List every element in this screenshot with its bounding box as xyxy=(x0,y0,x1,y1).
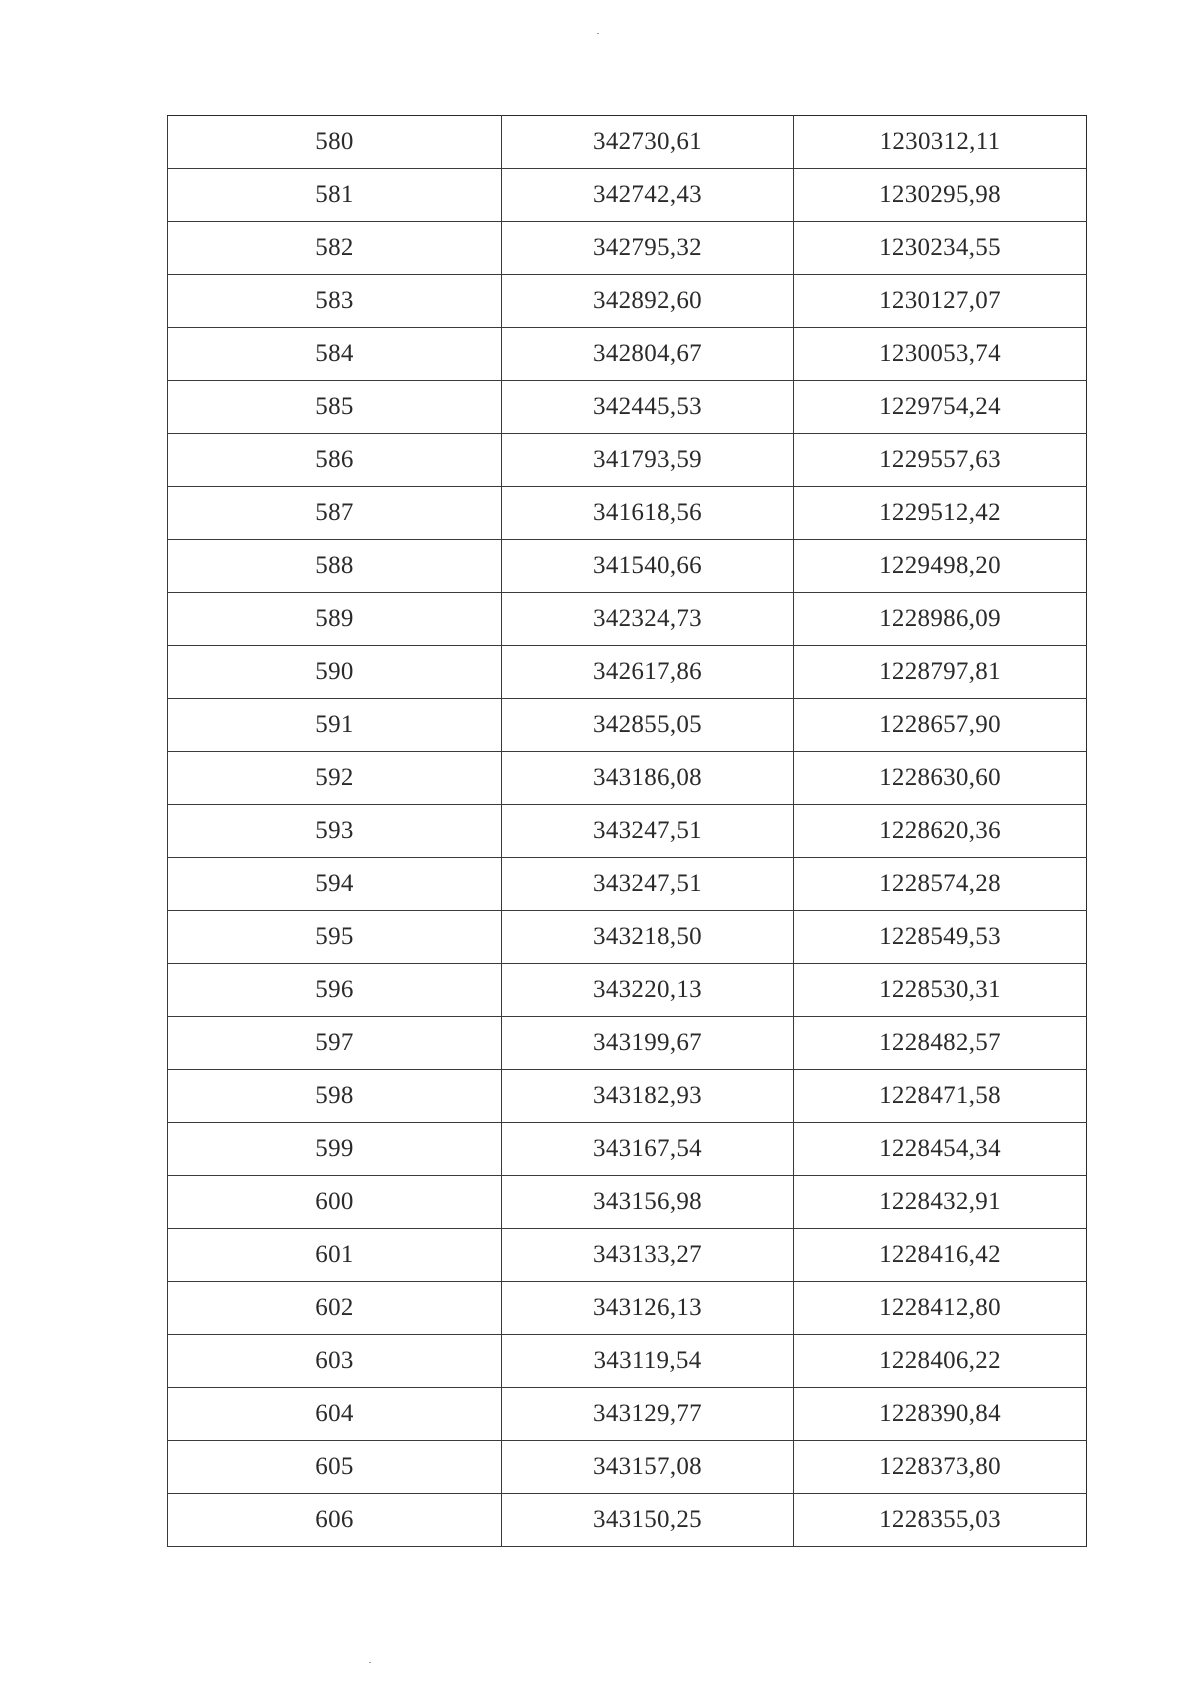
table-row xyxy=(168,593,1087,646)
y-coordinate-cell: 1230295,98 xyxy=(794,169,1087,222)
y-coordinate-cell: 1228482,57 xyxy=(794,1017,1087,1070)
coordinates-table xyxy=(167,115,1087,1547)
y-coordinate-cell: 1228986,09 xyxy=(794,593,1087,646)
x-coordinate-cell: 343156,98 xyxy=(502,1176,794,1229)
table-row xyxy=(168,1123,1087,1176)
point-number-cell: 606 xyxy=(168,1494,502,1547)
x-coordinate-cell: 342742,43 xyxy=(502,169,794,222)
table-row xyxy=(168,487,1087,540)
y-coordinate-cell: 1228549,53 xyxy=(794,911,1087,964)
y-coordinate-cell: 1228574,28 xyxy=(794,858,1087,911)
point-number-cell: 598 xyxy=(168,1070,502,1123)
y-coordinate-cell: 1228630,60 xyxy=(794,752,1087,805)
y-coordinate-cell: 1228657,90 xyxy=(794,699,1087,752)
scan-speck xyxy=(369,1662,371,1663)
point-number-cell: 587 xyxy=(168,487,502,540)
point-number-cell: 584 xyxy=(168,328,502,381)
table-row xyxy=(168,169,1087,222)
y-coordinate-cell: 1230053,74 xyxy=(794,328,1087,381)
point-number-cell: 605 xyxy=(168,1441,502,1494)
point-number-cell: 581 xyxy=(168,169,502,222)
point-number-cell: 580 xyxy=(168,116,502,169)
x-coordinate-cell: 343182,93 xyxy=(502,1070,794,1123)
x-coordinate-cell: 343199,67 xyxy=(502,1017,794,1070)
x-coordinate-cell: 343247,51 xyxy=(502,805,794,858)
y-coordinate-cell: 1228620,36 xyxy=(794,805,1087,858)
scan-speck xyxy=(597,33,599,34)
x-coordinate-cell: 343126,13 xyxy=(502,1282,794,1335)
table-row xyxy=(168,328,1087,381)
point-number-cell: 601 xyxy=(168,1229,502,1282)
table-row xyxy=(168,1388,1087,1441)
point-number-cell: 582 xyxy=(168,222,502,275)
table-row xyxy=(168,964,1087,1017)
table-row xyxy=(168,1176,1087,1229)
point-number-cell: 604 xyxy=(168,1388,502,1441)
x-coordinate-cell: 341618,56 xyxy=(502,487,794,540)
point-number-cell: 597 xyxy=(168,1017,502,1070)
table-row xyxy=(168,1282,1087,1335)
coordinates-table-body xyxy=(168,116,1087,1547)
table-row xyxy=(168,699,1087,752)
point-number-cell: 599 xyxy=(168,1123,502,1176)
table-row xyxy=(168,752,1087,805)
x-coordinate-cell: 343218,50 xyxy=(502,911,794,964)
x-coordinate-cell: 343167,54 xyxy=(502,1123,794,1176)
x-coordinate-cell: 342730,61 xyxy=(502,116,794,169)
point-number-cell: 590 xyxy=(168,646,502,699)
table-row xyxy=(168,434,1087,487)
point-number-cell: 591 xyxy=(168,699,502,752)
y-coordinate-cell: 1228412,80 xyxy=(794,1282,1087,1335)
table-row xyxy=(168,540,1087,593)
point-number-cell: 595 xyxy=(168,911,502,964)
y-coordinate-cell: 1230127,07 xyxy=(794,275,1087,328)
point-number-cell: 589 xyxy=(168,593,502,646)
x-coordinate-cell: 342445,53 xyxy=(502,381,794,434)
x-coordinate-cell: 343186,08 xyxy=(502,752,794,805)
y-coordinate-cell: 1228432,91 xyxy=(794,1176,1087,1229)
y-coordinate-cell: 1228471,58 xyxy=(794,1070,1087,1123)
x-coordinate-cell: 342795,32 xyxy=(502,222,794,275)
table-row xyxy=(168,116,1087,169)
x-coordinate-cell: 343247,51 xyxy=(502,858,794,911)
x-coordinate-cell: 341540,66 xyxy=(502,540,794,593)
table-row xyxy=(168,646,1087,699)
point-number-cell: 588 xyxy=(168,540,502,593)
y-coordinate-cell: 1228530,31 xyxy=(794,964,1087,1017)
x-coordinate-cell: 342892,60 xyxy=(502,275,794,328)
x-coordinate-cell: 343129,77 xyxy=(502,1388,794,1441)
x-coordinate-cell: 343220,13 xyxy=(502,964,794,1017)
y-coordinate-cell: 1229557,63 xyxy=(794,434,1087,487)
table-row xyxy=(168,222,1087,275)
y-coordinate-cell: 1228797,81 xyxy=(794,646,1087,699)
x-coordinate-cell: 343157,08 xyxy=(502,1441,794,1494)
y-coordinate-cell: 1230234,55 xyxy=(794,222,1087,275)
table-row xyxy=(168,381,1087,434)
point-number-cell: 593 xyxy=(168,805,502,858)
point-number-cell: 585 xyxy=(168,381,502,434)
point-number-cell: 603 xyxy=(168,1335,502,1388)
y-coordinate-cell: 1230312,11 xyxy=(794,116,1087,169)
y-coordinate-cell: 1228454,34 xyxy=(794,1123,1087,1176)
table-row xyxy=(168,1494,1087,1547)
y-coordinate-cell: 1228406,22 xyxy=(794,1335,1087,1388)
y-coordinate-cell: 1229754,24 xyxy=(794,381,1087,434)
x-coordinate-cell: 341793,59 xyxy=(502,434,794,487)
point-number-cell: 583 xyxy=(168,275,502,328)
x-coordinate-cell: 342324,73 xyxy=(502,593,794,646)
point-number-cell: 594 xyxy=(168,858,502,911)
x-coordinate-cell: 342617,86 xyxy=(502,646,794,699)
table-row xyxy=(168,275,1087,328)
y-coordinate-cell: 1229512,42 xyxy=(794,487,1087,540)
point-number-cell: 596 xyxy=(168,964,502,1017)
x-coordinate-cell: 343150,25 xyxy=(502,1494,794,1547)
y-coordinate-cell: 1228373,80 xyxy=(794,1441,1087,1494)
y-coordinate-cell: 1229498,20 xyxy=(794,540,1087,593)
x-coordinate-cell: 342855,05 xyxy=(502,699,794,752)
point-number-cell: 602 xyxy=(168,1282,502,1335)
table-row xyxy=(168,858,1087,911)
table-row xyxy=(168,1441,1087,1494)
table-row xyxy=(168,911,1087,964)
point-number-cell: 586 xyxy=(168,434,502,487)
point-number-cell: 600 xyxy=(168,1176,502,1229)
x-coordinate-cell: 343133,27 xyxy=(502,1229,794,1282)
y-coordinate-cell: 1228416,42 xyxy=(794,1229,1087,1282)
table-row xyxy=(168,805,1087,858)
y-coordinate-cell: 1228390,84 xyxy=(794,1388,1087,1441)
x-coordinate-cell: 343119,54 xyxy=(502,1335,794,1388)
table-row xyxy=(168,1229,1087,1282)
table-row xyxy=(168,1335,1087,1388)
table-row xyxy=(168,1070,1087,1123)
x-coordinate-cell: 342804,67 xyxy=(502,328,794,381)
table-row xyxy=(168,1017,1087,1070)
y-coordinate-cell: 1228355,03 xyxy=(794,1494,1087,1547)
point-number-cell: 592 xyxy=(168,752,502,805)
